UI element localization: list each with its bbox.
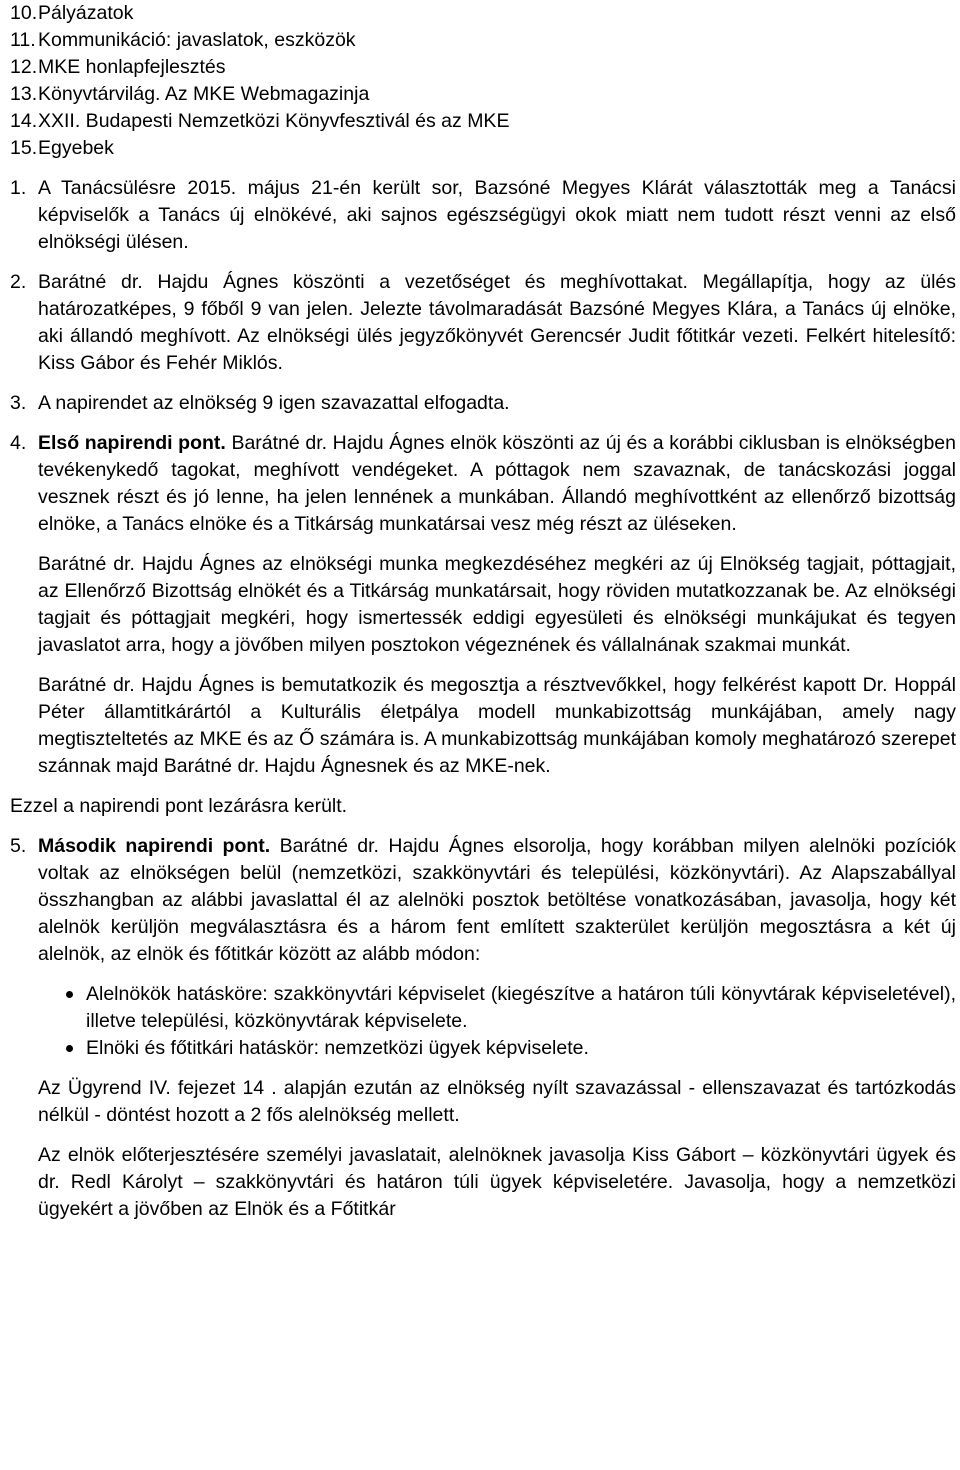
agenda-item-text: Pályázatok (38, 2, 134, 24)
item-text: Barátné dr. Hajdu Ágnes elnök köszönti az új és a korábbi ciklusban is elnökségben tevékenykedő tagokat, meghívott vendégeket. A póttagok nem szavaznak, de tanácskozási joggal vesznek részt és jó lenne, ha jelen lennének a munkában. Állandó meghívottként az ellenőrző bizottság elnöke, a Tanács elnöke és a Titkárság munkatársai vesz még részt az üléseken. (38, 432, 957, 535)
agenda-item (10, 108, 956, 135)
agenda-item (10, 135, 956, 162)
item-heading: Első napirendi pont. (38, 432, 226, 454)
item-5-paragraph-2: Az Ügyrend IV. fejezet 14 . alapján ezután az elnökség nyílt szavazással - ellenszavazat és tartózkodás nélkül - döntést hozott a 2 fős alelnökség mellett. (38, 1077, 956, 1126)
agenda-item-number: 10. (10, 2, 38, 24)
minutes-item-1 (10, 175, 956, 256)
agenda-item-number: 15. (10, 137, 38, 159)
bullet-item (38, 981, 956, 1035)
agenda-item-text: Kommunikáció: javaslatok, eszközök (38, 29, 356, 51)
bullet-text: Alelnökök hatásköre: szakkönyvtári képviselet (kiegészítve a határon túli könyvtárak képviseletével), illetve települési, közkönyvtárak képviselete. (86, 983, 956, 1032)
item-body (38, 833, 956, 968)
agenda-list (10, 0, 956, 162)
agenda-item-text: Egyebek (38, 137, 114, 159)
bullet-icon (38, 1035, 86, 1062)
agenda-item (10, 0, 956, 27)
minutes-item-2 (10, 269, 956, 377)
item-number: 5. (10, 835, 27, 857)
item-number: 4. (10, 432, 27, 454)
agenda-item-number: 11. (10, 29, 36, 51)
item-4-paragraph-2: Barátné dr. Hajdu Ágnes az elnökségi munka megkezdéséhez megkéri az új Elnökség tagjait, póttagjait, az Ellenőrző Bizottság elnökét és a Titkárság munkatársait, hogy röviden mutatkozzanak be. Az elnökségi tagjait és póttagjait megkéri, hogy ismertessék eddigi egyesületi és elnökségi munkájukat és tegyen javaslatot arra, hogy a jövőben milyen posztokon végeznének és vállalnának szakmai munkát. (38, 553, 956, 656)
minutes-item-5 (10, 833, 956, 968)
minutes-item-3 (10, 390, 956, 417)
item-body (38, 430, 956, 538)
agenda-item-text: MKE honlapfejlesztés (38, 56, 226, 78)
bullet-text: Elnöki és főtitkári hatáskör: nemzetközi ügyek képviselete. (86, 1037, 589, 1059)
agenda-item-number: 13. (10, 83, 38, 105)
bullet-item (38, 1035, 956, 1062)
item-number: 1. (10, 177, 27, 199)
item-heading: Második napirendi pont. (38, 835, 271, 857)
item-5-paragraph-3: Az elnök előterjesztésére személyi javaslatait, alelnöknek javasolja Kiss Gábort – közkönyvtári ügyek és dr. Redl Károlyt – szakkönyvtári és határon túli ügyek képviseletére. Javasolja, hogy a nemzetközi ügyekért a jövőben az Elnök és a Főtitkár (38, 1144, 956, 1220)
item-text: Barátné dr. Hajdu Ágnes köszönti a vezetőséget és meghívottakat. Megállapítja, hogy az ülés határozatképes, 9 főből 9 van jelen. Jelezte távolmaradását Bazsóné Megyes Klára, a Tanács új elnöke, aki állandó meghívott. Az elnökségi ülés jegyzőkönyvét Gerencsér Judit főtitkár vezeti. Felkért hitelesítő: Kiss Gábor és Fehér Miklós. (38, 271, 956, 374)
agenda-item-text: Könyvtárvilág. Az MKE Webmagazinja (38, 83, 370, 105)
bullet-list (10, 981, 956, 1062)
agenda-item-number: 12. (10, 56, 38, 78)
item-4-paragraph-3: Barátné dr. Hajdu Ágnes is bemutatkozik és megosztja a résztvevőkkel, hogy felkérést kapott Dr. Hoppál Péter államtitkárártól a Kulturális életpálya modell munkabizottság munkájában, amely nagy megtiszteltetés az MKE és az Ő számára is. A munkabizottság munkájában komoly meghatározó szerepet szánnak majd Barátné dr. Hajdu Ágnesnek és az MKE-nek. (38, 674, 957, 777)
agenda-item (10, 54, 956, 81)
agenda-item (10, 81, 956, 108)
agenda-item-text: XXII. Budapesti Nemzetközi Könyvfesztivál és az MKE (38, 110, 510, 132)
bullet-icon (38, 981, 86, 1035)
agenda-item (10, 27, 956, 54)
minutes-item-4 (10, 430, 956, 538)
item-number: 3. (10, 392, 27, 414)
item-number: 2. (10, 271, 27, 293)
agenda-item-number: 14. (10, 110, 38, 132)
closing-statement: Ezzel a napirendi pont lezárásra került. (10, 795, 348, 817)
item-text: A Tanácsülésre 2015. május 21-én került sor, Bazsóné Megyes Klárát választották meg a Tanácsi képviselők a Tanács új elnökévé, aki sajnos egészségügyi okok miatt nem tudott részt venni az első elnökségi ülésen. (38, 177, 956, 253)
item-text: Barátné dr. Hajdu Ágnes elsorolja, hogy korábban milyen alelnöki pozíciók voltak az elnökségen belül (nemzetközi, szakkönyvtári és települési, közkönyvtári). Az Alapszabállyal összhangban az alábbi javaslattal él az alelnöki posztok betöltése vonatkozásában, javasolja, hogy két alelnök kerüljön megválasztásra és a három fent említett szakterület kerüljön megosztásra a két új alelnök, az elnök és főtitkár között az alább módon: (38, 835, 957, 965)
item-text: A napirendet az elnökség 9 igen szavazattal elfogadta. (38, 392, 510, 414)
